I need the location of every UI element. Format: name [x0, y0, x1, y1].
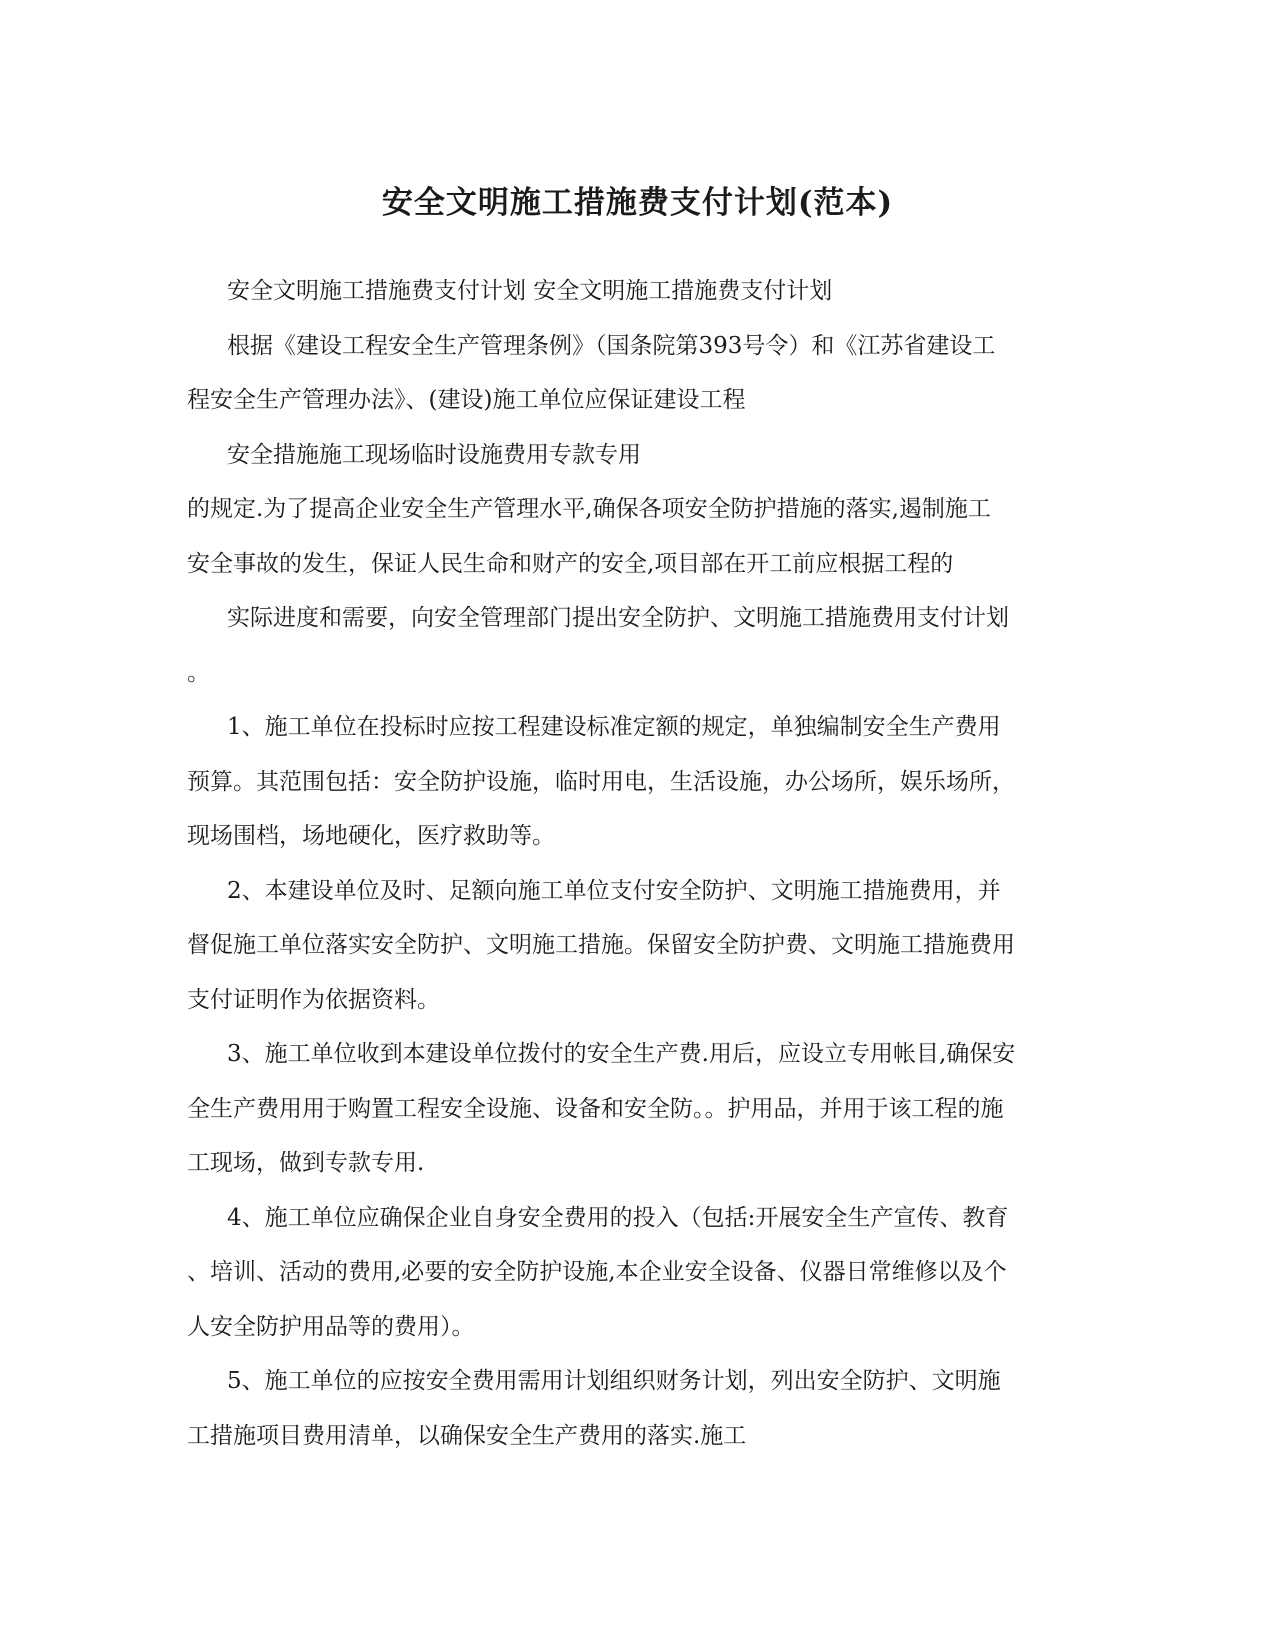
text-line: 4、施工单位应确保企业自身安全费用的投入（包括:开展安全生产宣传、教育	[227, 1204, 1009, 1231]
text-line: 支付证明作为依据资料。	[187, 986, 440, 1013]
text-line: 。	[187, 659, 210, 686]
text-line: 的规定.为了提高企业安全生产管理水平,确保各项安全防护措施的落实,遏制施工	[187, 496, 991, 522]
text-line: 现场围档，场地硬化，医疗救助等。	[187, 823, 555, 849]
text-line: 3、施工单位收到本建设单位拨付的安全生产费.用后，应设立专用帐目,确保安	[227, 1041, 1016, 1067]
document-title: 安全文明施工措施费支付计划(范本)	[381, 185, 894, 221]
text-line: 实际进度和需要，向安全管理部门提出安全防护、文明施工措施费用支付计划	[227, 605, 1009, 631]
text-line: 安全文明施工措施费支付计划 安全文明施工措施费支付计划	[227, 278, 833, 304]
text-line: 督促施工单位落实安全防护、文明施工措施。保留安全防护费、文明施工措施费用	[187, 932, 1015, 958]
text-line: 1、施工单位在投标时应按工程建设标准定额的规定，单独编制安全生产费用	[227, 714, 1001, 740]
text-line: 安全措施施工现场临时设施费用专款专用	[227, 441, 641, 468]
text-line: 5、施工单位的应按安全费用需用计划组织财务计划，列出安全防护、文明施	[227, 1368, 1001, 1394]
text-line: 人安全防护用品等的费用）。	[187, 1313, 475, 1340]
text-line: 工现场，做到专款专用.	[187, 1150, 425, 1176]
text-line: 预算。其范围包括：安全防护设施，临时用电，生活设施，办公场所，娱乐场所，	[187, 768, 1015, 795]
text-line: 2、本建设单位及时、足额向施工单位支付安全防护、文明施工措施费用，并	[227, 877, 1001, 904]
document-body	[187, 264, 1087, 1463]
text-line: 根据《建设工程安全生产管理条例》（国条院第393号令）和《江苏省建设工	[227, 332, 996, 359]
text-line: 工措施项目费用清单，以确保安全生产费用的落实.施工	[187, 1422, 747, 1449]
text-line: 全生产费用用于购置工程安全设施、设备和安全防。。护用品，并用于该工程的施	[187, 1095, 1004, 1122]
text-line: 安全事故的发生，保证人民生命和财产的安全,项目部在开工前应根据工程的	[187, 550, 954, 577]
text-line: 程安全生产管理办法》、(建设)施工单位应保证建设工程	[187, 387, 746, 413]
text-line: 、培训、活动的费用,必要的安全防护设施,本企业安全设备、仪器日常维修以及个	[187, 1259, 1007, 1285]
